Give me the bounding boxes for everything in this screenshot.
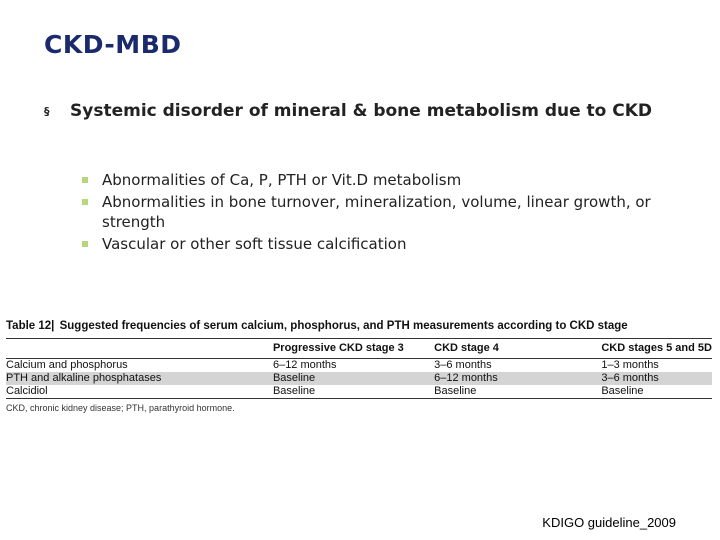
table-cell: 6–12 months [272,359,337,371]
table-row [6,372,712,385]
slide-title: CKD-MBD [44,30,182,59]
table-cell: PTH and alkaline phosphatases [6,372,162,384]
source-citation: KDIGO guideline_2009 [542,515,676,530]
square-bullet-icon [82,199,88,205]
table-cell: 3–6 months [601,372,659,384]
table-cell: Baseline [272,372,316,384]
sub-bullet [80,170,680,190]
table-header-cell: CKD stage 4 [434,339,601,359]
square-bullet-icon [82,177,88,183]
sub-bullet-list [80,170,680,256]
table-number: Table 12| [6,320,55,332]
table-cell: Calcium and phosphorus [6,359,128,371]
sub-bullet-text: Abnormalities of Ca, P, PTH or Vit.D metabolism [102,171,462,189]
table-header-row [6,339,712,359]
sub-bullet-text: Abnormalities in bone turnover, mineralization, volume, linear growth, or strength [102,193,651,231]
sub-bullet [80,234,680,254]
table-caption-text: Suggested frequencies of serum calcium, phosphorus, and PTH measurements according to CKD stage [59,320,628,332]
table-row [6,385,712,399]
kdigo-table [6,320,712,413]
table-cell: Calcidiol [6,385,273,399]
main-bullet-text: Systemic disorder of mineral & bone metabolism due to CKD [70,101,653,121]
table-cell: Baseline [601,385,712,399]
square-bullet-icon [82,241,88,247]
sub-bullet [80,192,680,232]
table-header-cell [6,339,273,359]
table-cell: 6–12 months [434,372,498,384]
frequency-table [6,338,712,399]
bullet-marker: § [44,105,50,118]
table-header-cell: Progressive CKD stage 3 [273,339,434,359]
table-cell: 3–6 months [434,359,492,371]
table-row [6,359,712,373]
table-header-cell: CKD stages 5 and 5D [601,339,712,359]
table-caption [6,320,712,332]
sub-bullet-text: Vascular or other soft tissue calcification [102,235,407,253]
table-cell: 1–3 months [601,359,659,371]
table-cell: Baseline [434,385,601,399]
table-cell: Baseline [273,385,434,399]
table-footnote: CKD, chronic kidney disease; PTH, parathyroid hormone. [6,403,235,413]
main-bullet [44,100,684,123]
